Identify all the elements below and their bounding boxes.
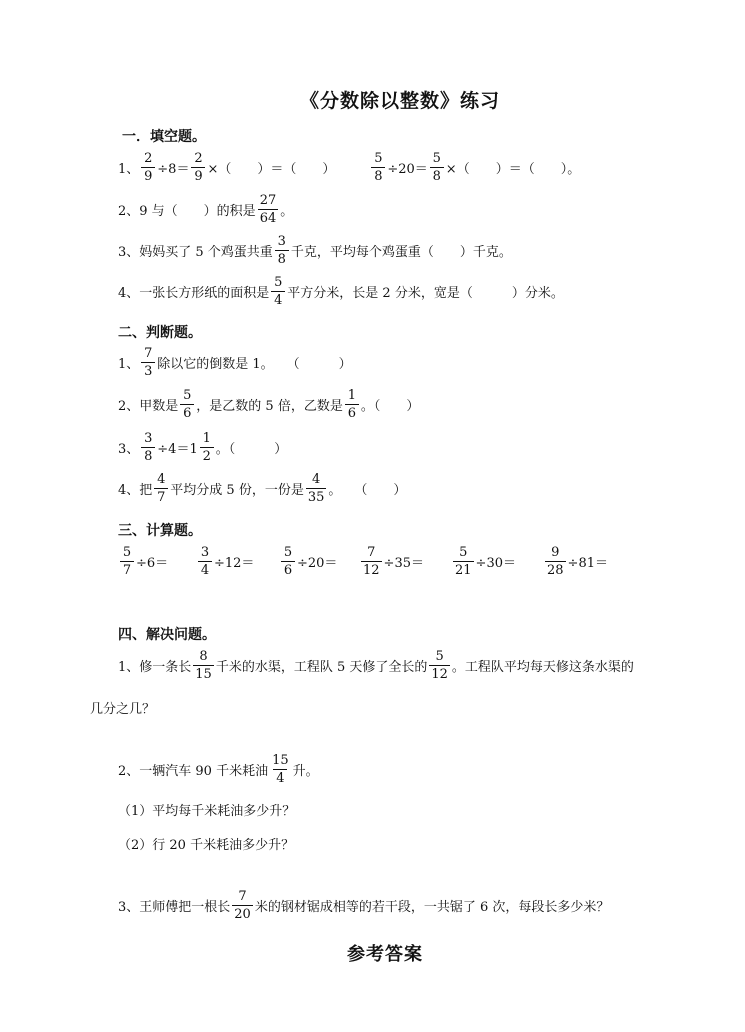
fraction: $\frac{15}{4}$ [272,753,289,786]
fraction: $\frac{5}{6}$ [180,389,194,420]
s2-question-1 [118,347,352,378]
operator: ÷30＝ [475,556,516,571]
s1-question-1 [118,152,580,183]
s4-question-2-sub1: （1）平均每千米耗油多少升？ [118,804,296,819]
operator: ÷20＝ [387,162,428,177]
calc-item [118,546,168,577]
calc-item [196,546,254,577]
operator: ÷35＝ [383,556,424,571]
s1-question-4 [118,276,564,307]
fraction: $\frac{5}{4}$ [271,276,285,307]
fraction: $\frac{5}{21}$ [455,545,472,578]
answer-heading: 参考答案 [347,944,423,965]
fraction: $\frac{7}{12}$ [363,545,380,578]
fraction: $\frac{3}{8}$ [275,235,289,266]
fraction: $\frac{7}{20}$ [234,889,251,922]
fraction: $\frac{8}{15}$ [195,649,212,682]
fraction: $\frac{4}{7}$ [154,473,168,504]
fraction: $\frac{3}{4}$ [198,546,212,577]
operator: ÷81＝ [567,556,608,571]
question-tail: 平方分米，长是 2 分米，宽是（ ）分米。 [287,286,564,301]
fraction: $\frac{5}{12}$ [431,649,448,682]
fraction: $\frac{2}{9}$ [191,152,205,183]
question-text: 平均分成 5 份，一份是 [170,483,304,498]
operator: ÷8＝ [157,162,190,177]
s2-question-3 [118,432,287,463]
fraction: $\frac{5}{8}$ [430,152,444,183]
question-text: 3、妈妈买了 5 个鸡蛋共重 [118,245,273,260]
question-tail: 。（ ） [360,399,420,414]
section-4-heading: 四、解决问题。 [118,627,216,643]
question-tail: 。（ ） [215,442,288,457]
fraction: $\frac{1}{6}$ [345,389,359,420]
question-tail: 除以它的倒数是 1。 （ ） [157,357,352,372]
s4-question-1-line2: 几分之几？ [90,702,156,717]
question-tail: 升。 [292,764,319,779]
q-number: 3、 [118,442,140,457]
operator: ÷6＝ [136,556,169,571]
fraction: $\frac{5}{8}$ [371,152,385,183]
fraction: $\frac{4}{35}$ [307,472,325,505]
question-text: 千米的水渠，工程队 5 天修了全长的 [215,660,428,675]
question-text: ，是乙数的 5 倍，乙数是 [196,399,343,414]
fraction: $\frac{5}{7}$ [120,546,134,577]
fraction: $\frac{27}{64}$ [259,193,277,226]
calc-item [543,546,608,577]
q-number: 1、 [118,162,140,177]
operator: ÷12＝ [214,556,255,571]
question-tail: 。 （ ） [328,483,407,498]
section-1-heading: 一．填空题。 [122,129,206,145]
question-text: 2、9 与（ ）的积是 [118,204,256,219]
calc-item [451,546,516,577]
question-text: 4、一张长方形纸的面积是 [118,286,270,301]
q-number: 1、 [118,357,140,372]
s4-question-2-sub2: （2）行 20 千米耗油多少升？ [118,838,295,853]
question-tail: 米的钢材锯成相等的若干段，一共锯了 6 次，每段长多少米？ [254,900,610,915]
s4-question-2 [118,754,319,785]
fraction: $\frac{9}{28}$ [547,545,564,578]
calc-item [279,546,337,577]
fraction: $\frac{5}{6}$ [281,546,295,577]
question-tail: 。 [280,204,294,219]
s4-question-3 [118,890,609,921]
page-title: 《分数除以整数》练习 [300,90,501,112]
question-text: 2、一辆汽车 90 千米耗油 [118,764,269,779]
section-3-heading: 三、计算题。 [118,523,202,539]
operator: ÷4＝1 [157,442,198,457]
question-tail: 。工程队平均每天修这条水渠的 [451,660,634,675]
operator: ÷20＝ [297,556,338,571]
s4-question-1 [118,650,634,681]
s2-question-2 [118,389,419,420]
s1-question-2 [118,194,293,225]
s1-question-3 [118,235,512,266]
question-text: 4、把 [118,483,153,498]
question-text: 1、修一条长 [118,660,192,675]
fraction: $\frac{1}{2}$ [200,432,214,463]
question-text: 2、甲数是 [118,399,179,414]
fraction: $\frac{3}{8}$ [141,432,155,463]
section-2-heading: 二、判断题。 [118,325,202,341]
s2-question-4 [118,473,406,504]
fraction: $\frac{7}{3}$ [141,347,155,378]
blank-text: ×（ ）＝（ ） [207,162,336,177]
fraction: $\frac{2}{9}$ [141,152,155,183]
question-text: 3、王师傅把一根长 [118,900,231,915]
calc-item [359,546,424,577]
blank-text: ×（ ）＝（ ）。 [445,162,581,177]
question-tail: 千克，平均每个鸡蛋重（ ）千克。 [290,245,512,260]
